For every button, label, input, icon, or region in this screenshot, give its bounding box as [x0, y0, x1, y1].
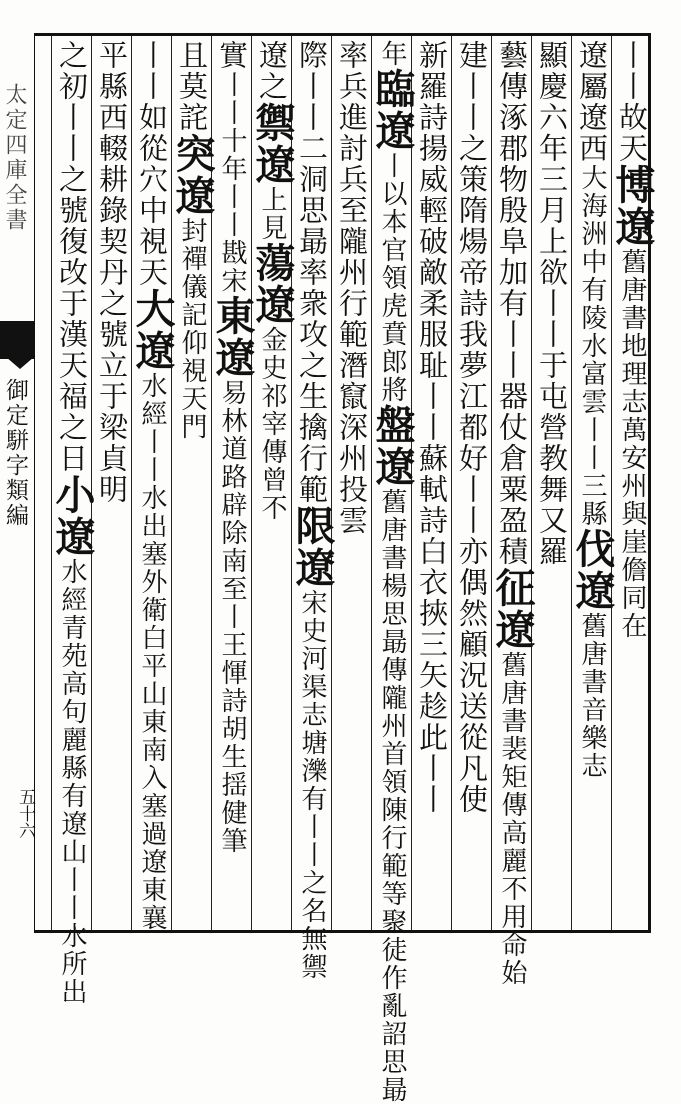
headword: 限遼: [289, 505, 336, 589]
annotation: 丨以本官領虎賁郎將: [377, 152, 407, 404]
text-column-6: [415, 40, 449, 920]
column-rule: [331, 36, 332, 930]
headword: 臨遼: [369, 68, 416, 152]
annotation: 舊唐書楊思朂傳隴州首領陳行範等聚徒作亂詔思朂: [377, 488, 407, 1104]
annotation: 宋史河渠志塘濼有丨丨之名無禦: [297, 589, 327, 981]
text-column-11: [209, 40, 256, 920]
column-text: 遼屬遼西: [575, 40, 609, 164]
text-column-9: [289, 40, 336, 981]
headword: 東遼: [209, 295, 256, 379]
column-text: 之初丨丨之號復改于漢天福之日: [55, 40, 89, 474]
headword: 大遼: [129, 288, 176, 372]
annotation: 丨丨十年丨丨戡宋: [217, 71, 247, 295]
text-column-4: [489, 40, 536, 987]
column-text: 丨丨故天: [615, 40, 649, 164]
column-rule: [531, 36, 532, 930]
headword: 盤遼: [369, 404, 416, 488]
column-rule: [491, 36, 492, 930]
spine-header: 太定四庫全書: [2, 83, 27, 233]
annotation: 金史祁宰傳曾不: [257, 326, 287, 522]
column-text: 實: [215, 40, 249, 71]
text-column-8: [335, 40, 369, 920]
book-spine-margin: [0, 33, 35, 933]
annotation: 舊唐書裴矩傳高麗不用命始: [497, 651, 527, 987]
fish-tail-mark: [0, 321, 34, 359]
annotation: 舊唐書音樂志: [577, 612, 607, 780]
headword: 突遼: [169, 133, 216, 217]
text-column-10: [249, 40, 296, 920]
column-text: 遼之: [255, 40, 289, 102]
text-column-12: [169, 40, 216, 920]
text-column-7: [369, 40, 416, 1104]
text-column-1: [609, 40, 656, 920]
column-rule: [131, 36, 132, 930]
annotation: 水經丨丨水出塞外衛白平山東南入塞過遼東襄: [137, 372, 167, 932]
annotation: 水經青苑高句麗縣有遼山丨丨水所出: [57, 558, 87, 1006]
column-text: 且莫詫: [175, 40, 209, 133]
text-column-5: [455, 40, 489, 920]
annotation: 易林道路辟除南至丨王惲詩胡生揺健筆: [217, 379, 247, 855]
text-column-3: [535, 40, 569, 920]
text-column-15: [49, 40, 96, 1006]
text-column-14: [95, 40, 129, 920]
column-text: 率兵進討兵至隴州行範潛竄深州投雲: [335, 40, 369, 536]
text-column-13: [129, 40, 176, 932]
column-text: 藝傳涿郡物殷阜加有丨丨器仗倉粟盈積: [495, 40, 529, 567]
headword: 博遼: [609, 164, 656, 248]
headword: 禦遼: [249, 102, 296, 186]
column-text: 顯慶六年三月上欲丨丨于屯營教舞又羅: [535, 40, 569, 567]
headword: 蕩遼: [249, 242, 296, 326]
spine-book-title: 御定駢字類編: [2, 378, 28, 528]
fish-tail-notch: [6, 357, 34, 369]
headword: 伐遼: [569, 528, 616, 612]
column-text: 丨丨如從穴中視天: [135, 40, 169, 288]
annotation: 舊唐書地理志萬安州與崖儋同在: [617, 248, 647, 640]
column-rule: [571, 36, 572, 930]
headword: 征遼: [489, 567, 536, 651]
column-rule: [451, 36, 452, 930]
annotation: 上見: [257, 186, 287, 242]
column-text: 平縣西輟耕錄契丹之號立于梁貞明: [95, 40, 129, 505]
page-number: 五十六: [15, 788, 35, 839]
annotation: 封禪儀記仰視天門: [177, 217, 207, 441]
annotation: 大海洲中有陵水富雲丨丨三縣: [577, 164, 607, 528]
column-text: 新羅詩揚威輕破敵柔服耻丨丨蘇軾詩白衣挾三矢趁此丨丨: [415, 40, 449, 815]
column-text: 年: [377, 40, 407, 68]
text-column-2: [569, 40, 616, 920]
headword: 小遼: [49, 474, 96, 558]
column-text: 際丨丨二洞思朂率衆攻之生擒行範: [295, 40, 329, 505]
column-text: 建丨丨之策隋煬帝詩我夢江都好丨丨亦偶然顧況送從凡使: [455, 40, 489, 815]
